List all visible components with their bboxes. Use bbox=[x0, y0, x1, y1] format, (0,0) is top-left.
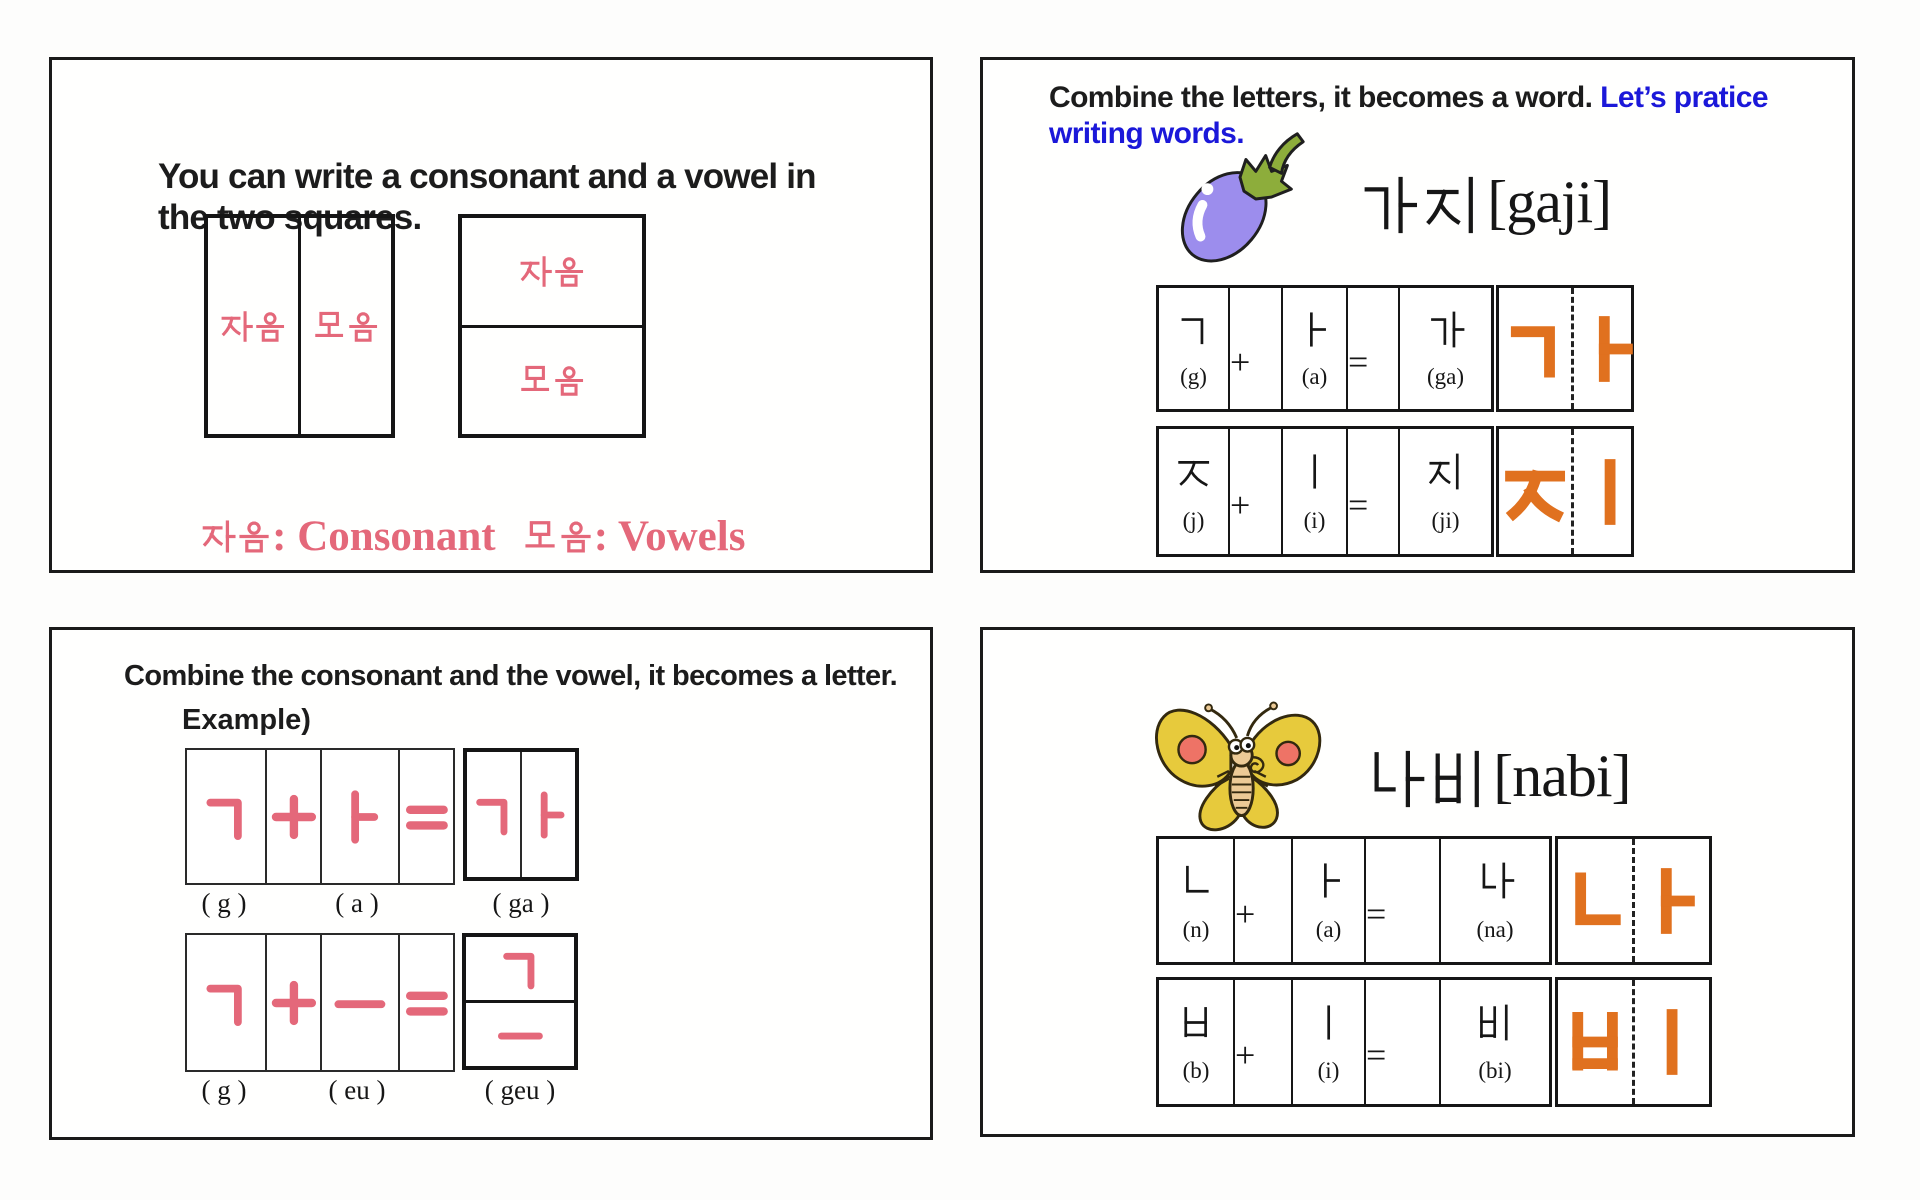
equals-cell: = bbox=[1346, 429, 1398, 554]
result-cell bbox=[1398, 429, 1491, 554]
practice-right-cell bbox=[1635, 980, 1709, 1104]
vowel-cell bbox=[1291, 980, 1364, 1104]
consonant-cell bbox=[187, 935, 265, 1070]
vowel-cell bbox=[320, 750, 398, 883]
consonant-cell bbox=[1159, 839, 1233, 962]
hangul-consonant bbox=[1175, 857, 1216, 904]
vowel-cell bbox=[462, 328, 642, 435]
result-consonant-cell bbox=[467, 752, 522, 877]
consonant-vowel-box-horizontal bbox=[204, 214, 395, 438]
consonant-roman-label: (g) bbox=[1180, 364, 1207, 390]
result-vowel-cell bbox=[466, 1003, 574, 1066]
handwritten-consonant bbox=[1499, 451, 1571, 533]
hangul-result bbox=[1474, 999, 1515, 1046]
hangul-consonant bbox=[494, 939, 547, 999]
equals-cell bbox=[398, 750, 453, 883]
equals-sign bbox=[397, 783, 457, 851]
hangul-consonant bbox=[1173, 306, 1214, 353]
equals-cell: = bbox=[1364, 839, 1439, 962]
handwritten-vowel bbox=[1636, 1001, 1708, 1083]
word-romanization: [gaji] bbox=[1487, 169, 1612, 235]
vowel-roman-label: (i) bbox=[1303, 508, 1326, 533]
vowel-roman-label: ( eu ) bbox=[328, 1075, 386, 1105]
slide2-title-blue-line1: Let’s pratice bbox=[1600, 81, 1768, 114]
hangul-vowel-label bbox=[518, 361, 587, 400]
plus-cell bbox=[265, 750, 320, 883]
slide-word-gaji bbox=[980, 57, 1855, 573]
plus-cell bbox=[265, 935, 320, 1070]
legend-vowel-hangul bbox=[522, 516, 594, 557]
word-title bbox=[1361, 742, 1630, 816]
word-hangul bbox=[1355, 168, 1485, 242]
result-roman-label: (ga) bbox=[1426, 364, 1465, 390]
consonant-cell bbox=[462, 218, 642, 328]
hangul-consonant-label bbox=[219, 307, 288, 346]
vowel-cell bbox=[320, 935, 398, 1070]
hangul-consonant bbox=[1175, 999, 1216, 1046]
practice-left-cell bbox=[1558, 980, 1635, 1104]
plus-cell: + bbox=[1228, 429, 1281, 554]
hangul-vowel bbox=[1294, 448, 1335, 495]
practice-right-cell bbox=[1574, 429, 1646, 554]
practice-left-cell bbox=[1499, 429, 1574, 554]
vowel-cell bbox=[301, 218, 391, 434]
vowel-cell bbox=[1281, 288, 1346, 409]
legend-vowel-text: : Vowels bbox=[593, 513, 746, 560]
plus-cell: + bbox=[1228, 288, 1281, 409]
combination-row bbox=[1156, 285, 1494, 412]
practice-box bbox=[1555, 836, 1712, 965]
combination-row bbox=[185, 933, 455, 1072]
result-cell bbox=[1398, 288, 1491, 409]
result-box bbox=[462, 933, 578, 1070]
practice-box bbox=[1496, 285, 1634, 412]
slide3-title: Combine the consonant and the vowel, it becomes a letter. bbox=[124, 660, 898, 692]
plus-sign bbox=[264, 969, 324, 1037]
plus-cell: + bbox=[1233, 980, 1291, 1104]
result-roman-label: (ji) bbox=[1431, 508, 1460, 533]
handwritten-vowel bbox=[1574, 451, 1646, 533]
handwritten-consonant bbox=[1559, 860, 1631, 942]
slide-writing-squares bbox=[49, 57, 933, 573]
plus-sign bbox=[264, 783, 324, 851]
example-label: Example) bbox=[182, 704, 311, 736]
result-roman-label: (bi) bbox=[1478, 1058, 1512, 1084]
vowel-roman-label: (a) bbox=[1301, 364, 1328, 390]
vowel-roman-label: (a) bbox=[1315, 916, 1342, 942]
combination-row bbox=[1156, 836, 1552, 965]
vowel-cell bbox=[1281, 429, 1346, 554]
equals-cell: = bbox=[1364, 980, 1439, 1104]
vowel-roman-label: ( a ) bbox=[335, 888, 379, 918]
result-roman-label: ( ga ) bbox=[492, 888, 550, 918]
word-romanization: [nabi] bbox=[1493, 743, 1631, 809]
practice-right-cell bbox=[1635, 839, 1709, 962]
slide1-title-line1: You can write a consonant and a vowel in bbox=[158, 157, 816, 196]
combination-row bbox=[1156, 977, 1552, 1107]
hangul-result bbox=[1425, 448, 1466, 495]
practice-box bbox=[1555, 977, 1712, 1107]
slide-combine-example bbox=[49, 627, 933, 1140]
consonant-vowel-box-vertical bbox=[458, 214, 646, 438]
hangul-vowel bbox=[522, 785, 575, 845]
hangul-consonant bbox=[196, 783, 256, 851]
practice-left-cell bbox=[1499, 288, 1574, 409]
practice-box bbox=[1496, 426, 1634, 557]
result-consonant-cell bbox=[466, 937, 574, 1003]
slide1-title-line2: the two squares. bbox=[158, 198, 422, 238]
slide2-title-blue-line2: writing words. bbox=[1049, 117, 1244, 150]
consonant-cell bbox=[1159, 429, 1228, 554]
result-box bbox=[463, 748, 579, 881]
eggplant-icon bbox=[1155, 120, 1323, 278]
hangul-vowel bbox=[1294, 306, 1335, 353]
result-roman-label: ( geu ) bbox=[484, 1075, 556, 1105]
consonant-cell bbox=[187, 750, 265, 883]
hangul-result bbox=[1474, 857, 1515, 904]
practice-right-cell bbox=[1574, 288, 1646, 409]
handwritten-vowel bbox=[1574, 308, 1646, 390]
consonant-roman-label: ( g ) bbox=[201, 888, 247, 918]
result-vowel-cell bbox=[522, 752, 575, 877]
word-hangul bbox=[1361, 742, 1491, 816]
consonant-roman-label: (b) bbox=[1182, 1058, 1210, 1084]
hangul-vowel bbox=[1308, 999, 1349, 1046]
consonant-cell bbox=[208, 218, 301, 434]
consonant-roman-label: (j) bbox=[1182, 508, 1205, 533]
consonant-cell bbox=[1159, 980, 1233, 1104]
consonant-roman-label: (n) bbox=[1182, 916, 1210, 942]
vowel-cell bbox=[1291, 839, 1364, 962]
hangul-result bbox=[1425, 306, 1466, 353]
hangul-vowel bbox=[330, 969, 390, 1037]
hangul-consonant bbox=[196, 969, 256, 1037]
consonant-roman-label: ( g ) bbox=[201, 1075, 247, 1105]
practice-left-cell bbox=[1558, 839, 1635, 962]
hangul-vowel bbox=[330, 783, 390, 851]
combination-row bbox=[1156, 426, 1494, 557]
equals-sign bbox=[397, 969, 457, 1037]
handwritten-consonant bbox=[1499, 308, 1571, 390]
word-title bbox=[1355, 168, 1611, 242]
result-roman-label: (na) bbox=[1476, 916, 1514, 942]
hangul-consonant bbox=[1173, 448, 1214, 495]
equals-cell bbox=[398, 935, 453, 1070]
handwritten-consonant bbox=[1559, 1001, 1631, 1083]
equals-cell: = bbox=[1346, 288, 1398, 409]
plus-cell: + bbox=[1233, 839, 1291, 962]
vowel-roman-label: (i) bbox=[1317, 1058, 1340, 1084]
hangul-consonant bbox=[467, 785, 520, 845]
legend bbox=[200, 512, 745, 561]
consonant-cell bbox=[1159, 288, 1228, 409]
slide2-title-black: Combine the letters, it becomes a word. bbox=[1049, 81, 1601, 114]
hangul-vowel bbox=[494, 1005, 547, 1065]
hangul-vowel bbox=[1308, 857, 1349, 904]
combination-row bbox=[185, 748, 455, 885]
butterfly-icon bbox=[1151, 670, 1336, 835]
legend-consonant-hangul bbox=[200, 516, 272, 557]
result-cell bbox=[1439, 980, 1549, 1104]
handwritten-vowel bbox=[1636, 860, 1708, 942]
slide-word-nabi bbox=[980, 627, 1855, 1137]
hangul-vowel-label bbox=[312, 307, 381, 346]
result-cell bbox=[1439, 839, 1549, 962]
hangul-consonant-label bbox=[518, 252, 587, 291]
legend-consonant-text: : Consonant bbox=[272, 513, 496, 560]
